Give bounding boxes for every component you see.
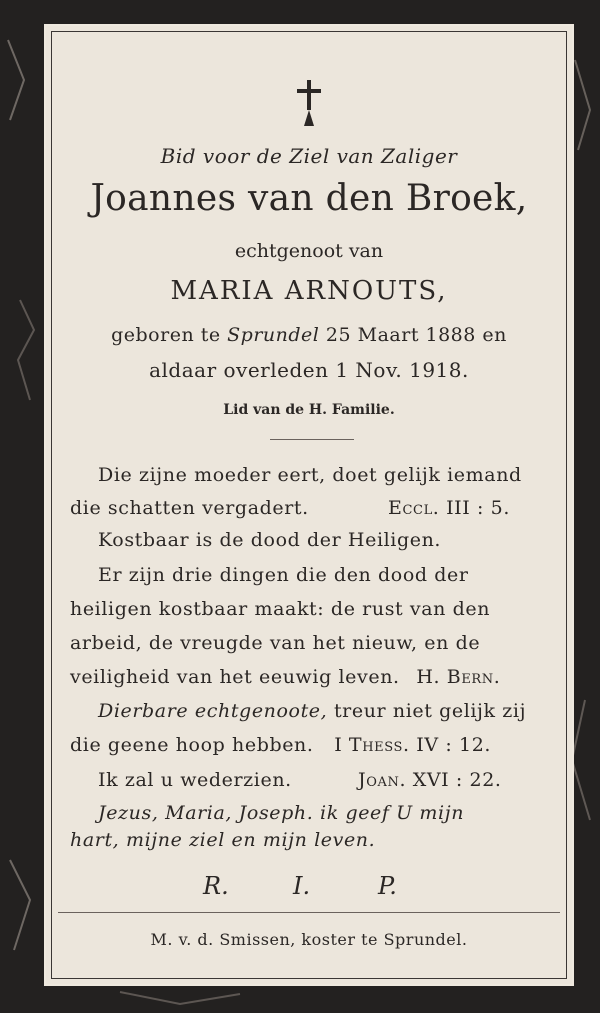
spouse-intro: echtgenoot van bbox=[234, 240, 384, 262]
verse-line bbox=[70, 497, 550, 519]
scripture-reference: I Thess. IV : 12. bbox=[334, 734, 492, 756]
birth-place: Sprundel bbox=[227, 324, 320, 346]
footer-divider bbox=[58, 912, 560, 913]
prayer-header: Bid voor de Ziel van Zaliger bbox=[160, 144, 458, 168]
scripture-reference: Eccl. III : 5. bbox=[388, 497, 510, 519]
verse-line: Jezus, Maria, Joseph. ik geef U mijn bbox=[98, 802, 465, 824]
verse-line bbox=[98, 769, 550, 791]
verse-line: arbeid, de vreugde van het nieuw, en de bbox=[70, 632, 481, 654]
verse-text: Ik zal u wederzien. bbox=[98, 769, 292, 791]
deceased-name: Joannes van den Broek, bbox=[90, 178, 528, 219]
birth-line bbox=[58, 324, 560, 346]
spouse-name: MARIA ARNOUTS, bbox=[170, 276, 448, 306]
short-divider bbox=[270, 439, 354, 440]
death-line: aldaar overleden 1 Nov. 1918. bbox=[149, 358, 469, 382]
verse-text: treur niet gelijk zij bbox=[333, 700, 527, 722]
membership-line: Lid van de H. Familie. bbox=[223, 402, 395, 418]
verse-line: hart, mijne ziel en mijn leven. bbox=[70, 829, 376, 851]
scripture-reference: Joan. XVI : 22. bbox=[358, 769, 502, 791]
verse-text: die schatten vergadert. bbox=[70, 497, 309, 519]
birth-prefix: geboren te bbox=[111, 324, 221, 346]
verse-text: die geene hoop hebben. bbox=[70, 734, 314, 756]
cross-icon bbox=[58, 80, 560, 132]
card-paper bbox=[44, 24, 574, 986]
scripture-reference: H. Bern. bbox=[416, 666, 501, 688]
card-content bbox=[58, 36, 560, 974]
rip-r: R. bbox=[203, 872, 229, 900]
verse-line: Kostbaar is de dood der Heiligen. bbox=[98, 529, 442, 551]
verse-line: Er zijn drie dingen die den dood der bbox=[98, 564, 469, 586]
rip-p: P. bbox=[378, 872, 397, 900]
birth-date: 25 Maart 1888 en bbox=[325, 324, 507, 346]
verse-text: veiligheid van het eeuwig leven. bbox=[70, 666, 400, 688]
verse-line: heiligen kostbaar maakt: de rust van den bbox=[70, 598, 491, 620]
verse-line bbox=[98, 700, 550, 722]
verse-line: Die zijne moeder eert, doet gelijk iemand bbox=[98, 464, 522, 486]
printer-credit: M. v. d. Smissen, koster te Sprundel. bbox=[150, 930, 468, 949]
verse-line bbox=[70, 666, 550, 688]
verse-text-italic: Dierbare echtgenoote, bbox=[98, 700, 328, 722]
verse-line bbox=[70, 734, 550, 756]
rip-i: I. bbox=[293, 872, 311, 900]
